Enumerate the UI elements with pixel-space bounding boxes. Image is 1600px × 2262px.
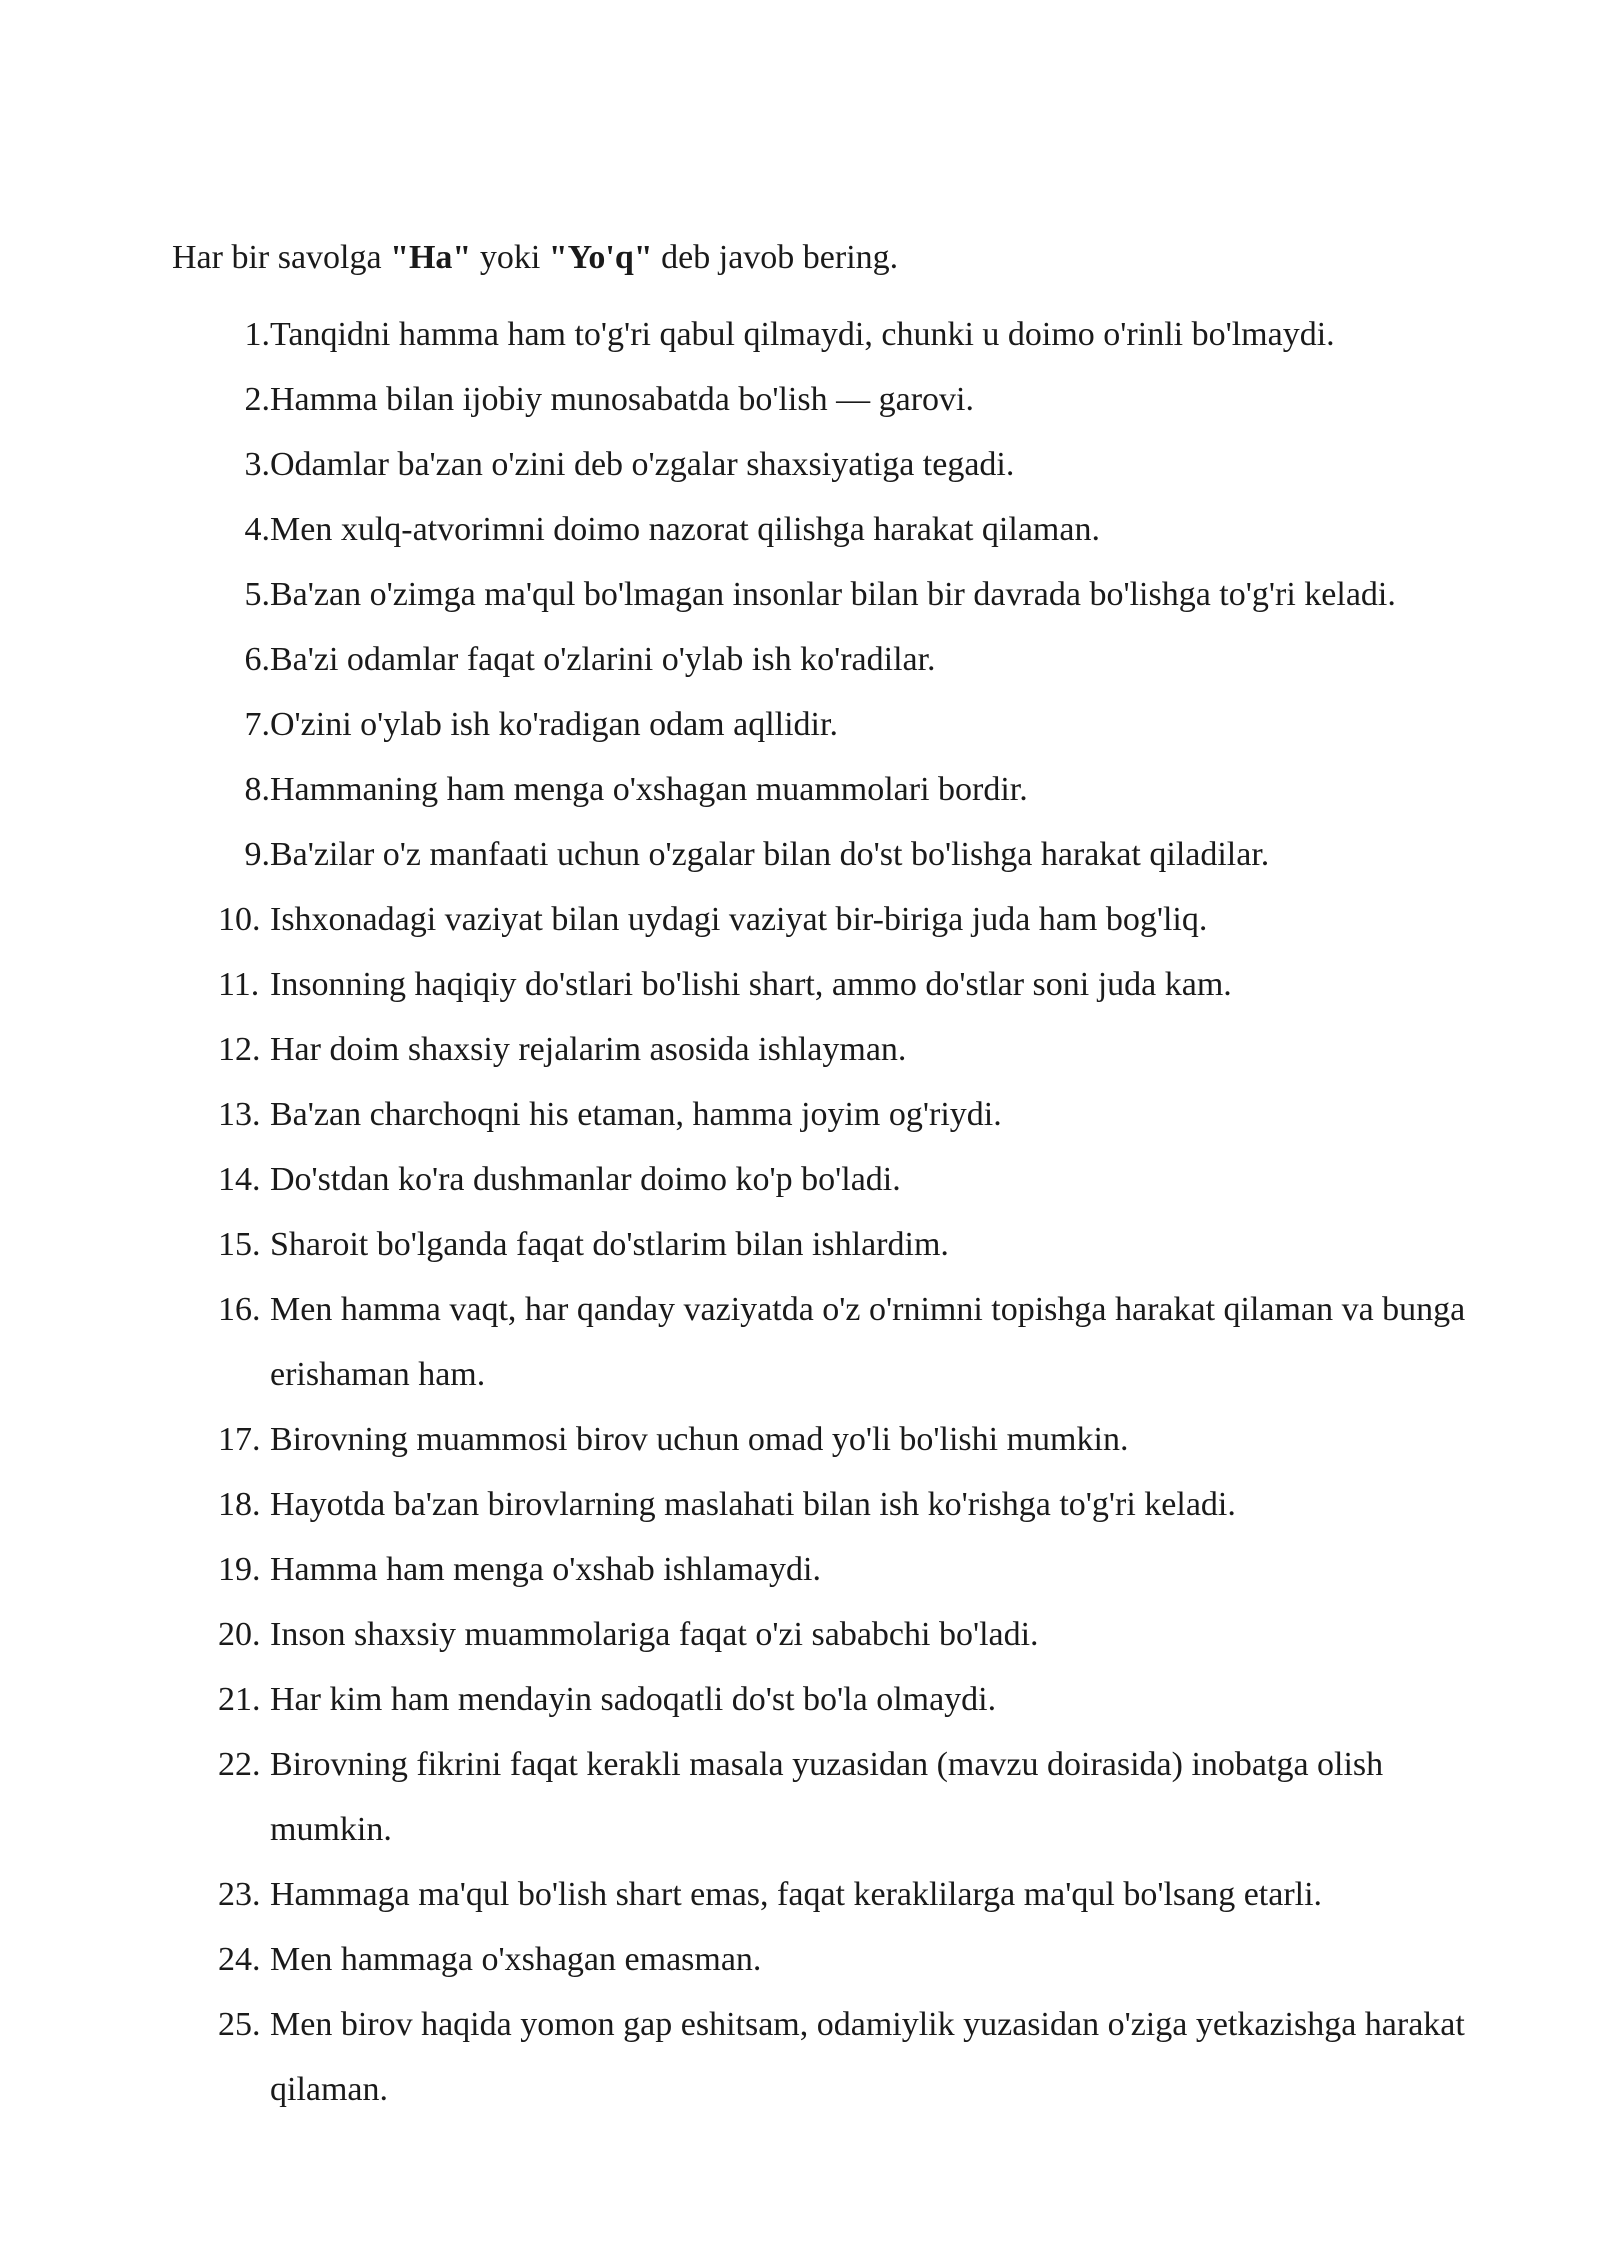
question-text: Inson shaxsiy muammolariga faqat o'zi sababchi bo'ladi. xyxy=(270,1616,1039,1653)
instruction-middle: yoki xyxy=(471,239,549,276)
question-number: 2. xyxy=(244,381,270,418)
question-number: 14. xyxy=(218,1161,261,1198)
question-number: 7. xyxy=(244,706,270,743)
question-text: Odamlar ba'zan o'zini deb o'zgalar shaxsiyatiga tegadi. xyxy=(270,446,1015,483)
question-text: Hammaning ham menga o'xshagan muammolari bordir. xyxy=(270,771,1028,808)
question-text: Hayotda ba'zan birovlarning maslahati bilan ish ko'rishga to'g'ri keladi. xyxy=(270,1486,1236,1523)
question-item xyxy=(0,887,1600,952)
question-text: O'zini o'ylab ish ko'radigan odam aqllidir. xyxy=(270,706,838,743)
question-item xyxy=(0,1667,1600,1732)
question-text: Birovning fikrini faqat kerakli masala yuzasidan (mavzu doirasida) inobatga olish mumkin. xyxy=(270,1746,1384,1848)
question-text: Ishxonadagi vaziyat bilan uydagi vaziyat bir-biriga juda ham bog'liq. xyxy=(270,901,1208,938)
question-item xyxy=(0,1602,1600,1667)
question-text: Sharoit bo'lganda faqat do'stlarim bilan ishlardim. xyxy=(270,1226,949,1263)
question-item xyxy=(0,1732,1600,1862)
question-item xyxy=(0,1147,1600,1212)
question-number: 25. xyxy=(218,2006,261,2043)
question-number: 20. xyxy=(218,1616,261,1653)
question-number: 19. xyxy=(218,1551,261,1588)
question-text: Ba'zan o'zimga ma'qul bo'lmagan insonlar bilan bir davrada bo'lishga to'g'ri keladi. xyxy=(270,576,1396,613)
question-number: 11. xyxy=(218,966,260,1003)
question-text: Do'stdan ko'ra dushmanlar doimo ko'p bo'ladi. xyxy=(270,1161,901,1198)
question-text: Har kim ham mendayin sadoqatli do'st bo'la olmaydi. xyxy=(270,1681,997,1718)
question-item xyxy=(0,1082,1600,1147)
question-item xyxy=(0,757,1600,822)
question-number: 1. xyxy=(244,316,270,353)
question-item xyxy=(0,367,1600,432)
question-item xyxy=(0,1537,1600,1602)
question-number: 9. xyxy=(244,836,270,873)
question-number: 8. xyxy=(244,771,270,808)
question-text: Ba'zan charchoqni his etaman, hamma joyim og'riydi. xyxy=(270,1096,1002,1133)
question-item xyxy=(0,432,1600,497)
question-number: 3. xyxy=(244,446,270,483)
instruction-suffix: deb javob bering. xyxy=(652,239,899,276)
question-list xyxy=(0,302,1600,2122)
question-item xyxy=(0,1212,1600,1277)
question-text: Ba'zi odamlar faqat o'zlarini o'ylab ish ko'radilar. xyxy=(270,641,936,678)
question-item xyxy=(0,562,1600,627)
question-number: 21. xyxy=(218,1681,261,1718)
question-number: 4. xyxy=(244,511,270,548)
question-number: 16. xyxy=(218,1291,261,1328)
question-item xyxy=(0,1927,1600,1992)
question-number: 23. xyxy=(218,1876,261,1913)
question-text: Hammaga ma'qul bo'lish shart emas, faqat keraklilarga ma'qul bo'lsang etarli. xyxy=(270,1876,1323,1913)
question-item xyxy=(0,1407,1600,1472)
question-item xyxy=(0,822,1600,887)
question-number: 6. xyxy=(244,641,270,678)
question-text: Hamma bilan ijobiy munosabatda bo'lish — garovi. xyxy=(270,381,974,418)
question-number: 17. xyxy=(218,1421,261,1458)
question-item xyxy=(0,1277,1600,1407)
instruction-text xyxy=(172,234,898,282)
question-text: Men xulq-atvorimni doimo nazorat qilishga harakat qilaman. xyxy=(270,511,1100,548)
answer-yes: "Ha" xyxy=(390,239,472,276)
question-text: Tanqidni hamma ham to'g'ri qabul qilmaydi, chunki u doimo o'rinli bo'lmaydi. xyxy=(270,316,1335,353)
question-item xyxy=(0,627,1600,692)
question-text: Har doim shaxsiy rejalarim asosida ishlayman. xyxy=(270,1031,907,1068)
question-number: 18. xyxy=(218,1486,261,1523)
question-text: Hamma ham menga o'xshab ishlamaydi. xyxy=(270,1551,821,1588)
question-item xyxy=(0,1017,1600,1082)
question-text: Birovning muammosi birov uchun omad yo'li bo'lishi mumkin. xyxy=(270,1421,1129,1458)
question-item xyxy=(0,952,1600,1017)
question-text: Insonning haqiqiy do'stlari bo'lishi shart, ammo do'stlar soni juda kam. xyxy=(270,966,1232,1003)
question-number: 5. xyxy=(244,576,270,613)
question-number: 15. xyxy=(218,1226,261,1263)
question-item xyxy=(0,692,1600,757)
question-item xyxy=(0,302,1600,367)
question-number: 13. xyxy=(218,1096,261,1133)
question-item xyxy=(0,1862,1600,1927)
question-number: 12. xyxy=(218,1031,261,1068)
question-number: 22. xyxy=(218,1746,261,1783)
instruction-prefix: Har bir savolga xyxy=(172,239,391,276)
question-item xyxy=(0,1992,1600,2122)
question-text: Men hamma vaqt, har qanday vaziyatda o'z o'rnimni topishga harakat qilaman va bunga erishaman ham. xyxy=(270,1291,1466,1393)
question-text: Ba'zilar o'z manfaati uchun o'zgalar bilan do'st bo'lishga harakat qiladilar. xyxy=(270,836,1270,873)
answer-no: "Yo'q" xyxy=(548,239,653,276)
question-number: 10. xyxy=(218,901,261,938)
question-item xyxy=(0,1472,1600,1537)
question-text: Men birov haqida yomon gap eshitsam, odamiylik yuzasidan o'ziga yetkazishga harakat qilaman. xyxy=(270,2006,1465,2108)
question-number: 24. xyxy=(218,1941,261,1978)
question-text: Men hammaga o'xshagan emasman. xyxy=(270,1941,762,1978)
question-item xyxy=(0,497,1600,562)
